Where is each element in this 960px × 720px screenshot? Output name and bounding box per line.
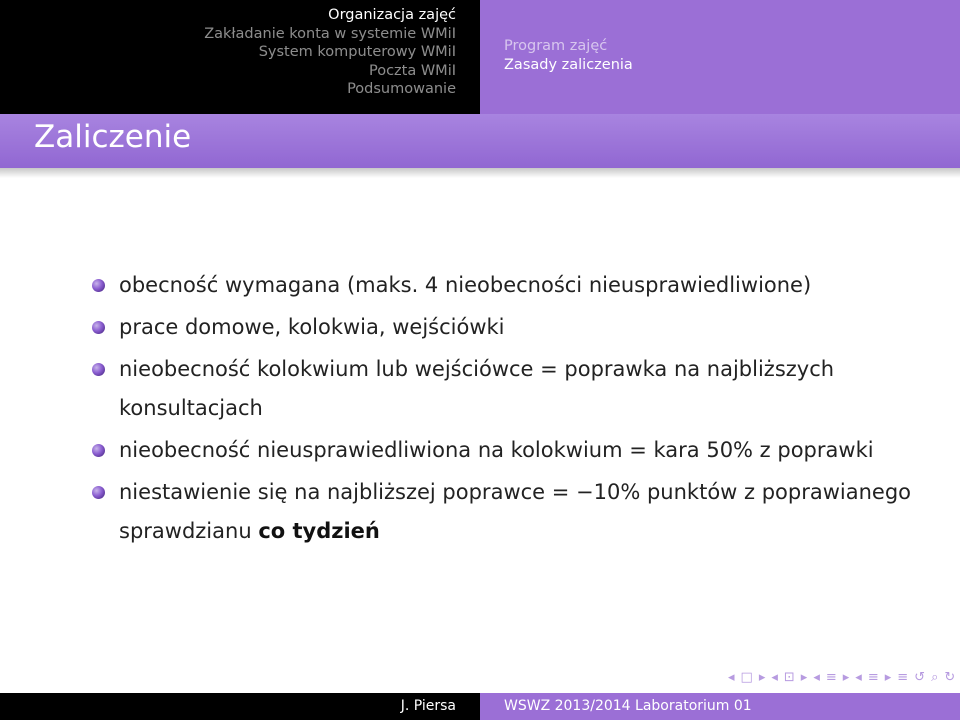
nav-section-icon[interactable]: ≡ xyxy=(867,669,879,685)
item-text: nieobecność nieusprawiedliwiona na kolokwium = kara 50% z poprawki xyxy=(119,438,874,462)
nav-subsection-program[interactable]: Program zajęć xyxy=(504,38,608,54)
nav-back-icon[interactable]: ↺ xyxy=(914,669,926,685)
frame-title: Zaliczenie xyxy=(34,119,192,155)
bullet-icon xyxy=(92,486,105,499)
list-item xyxy=(92,308,912,347)
nav-subsection-zasady[interactable]: Zasady zaliczenia xyxy=(504,56,633,73)
bullet-icon xyxy=(92,321,105,334)
nav-next-icon[interactable]: ▸ xyxy=(800,669,808,685)
footer-info: WSWZ 2013/2014 Laboratorium 01 xyxy=(480,693,960,720)
bullet-list xyxy=(92,266,912,554)
nav-next-icon[interactable]: ▸ xyxy=(758,669,766,685)
section-navigation xyxy=(0,0,480,114)
footline xyxy=(0,693,960,720)
headline xyxy=(0,0,960,114)
frame-title-bar xyxy=(0,114,960,168)
bullet-icon xyxy=(92,444,105,457)
item-text: obecność wymagana (maks. 4 nieobecności nieusprawiedliwione) xyxy=(119,273,812,297)
nav-section-organizacja[interactable]: Organizacja zajęć xyxy=(328,7,456,23)
nav-prev-icon[interactable]: ◂ xyxy=(855,669,862,685)
nav-forward-icon[interactable]: ↻ xyxy=(944,669,956,685)
nav-subsection-icon[interactable]: ≡ xyxy=(825,669,837,685)
list-item xyxy=(92,431,912,470)
nav-frame-icon[interactable]: ⊡ xyxy=(783,669,795,685)
item-text: niestawienie się na najbliższej poprawce = −10% punktów z poprawianego sprawdzianu xyxy=(119,480,912,543)
item-emphasis: co tydzień xyxy=(258,519,380,543)
nav-prev-icon[interactable]: ◂ xyxy=(771,669,778,685)
title-shadow xyxy=(0,168,960,178)
nav-section-podsumowanie[interactable]: Podsumowanie xyxy=(347,81,456,97)
nav-prev-icon[interactable]: ◂ xyxy=(728,669,735,685)
list-item xyxy=(92,266,912,305)
nav-section-system[interactable]: System komputerowy WMiI xyxy=(258,44,456,60)
nav-section-poczta[interactable]: Poczta WMiI xyxy=(368,62,456,79)
nav-next-icon[interactable]: ▸ xyxy=(842,669,850,685)
item-text: prace domowe, kolokwia, wejściówki xyxy=(119,315,505,339)
list-item xyxy=(92,350,912,428)
nav-prev-icon[interactable]: ◂ xyxy=(813,669,820,685)
search-icon[interactable]: ⌕ xyxy=(931,669,939,685)
list-item xyxy=(92,473,912,551)
bullet-icon xyxy=(92,363,105,376)
footer-author: J. Piersa xyxy=(0,693,480,720)
nav-document-icon[interactable]: ≡ xyxy=(897,669,909,685)
beamer-navigation-symbols xyxy=(728,667,960,687)
bullet-icon xyxy=(92,279,105,292)
nav-slide-icon[interactable]: □ xyxy=(740,669,753,685)
nav-next-icon[interactable]: ▸ xyxy=(884,669,892,685)
subsection-navigation xyxy=(480,0,960,114)
item-text: nieobecność kolokwium lub wejściówce = poprawka na najbliższych konsultacjach xyxy=(119,357,835,420)
nav-section-konto[interactable]: Zakładanie konta w systemie WMiI xyxy=(204,25,456,42)
